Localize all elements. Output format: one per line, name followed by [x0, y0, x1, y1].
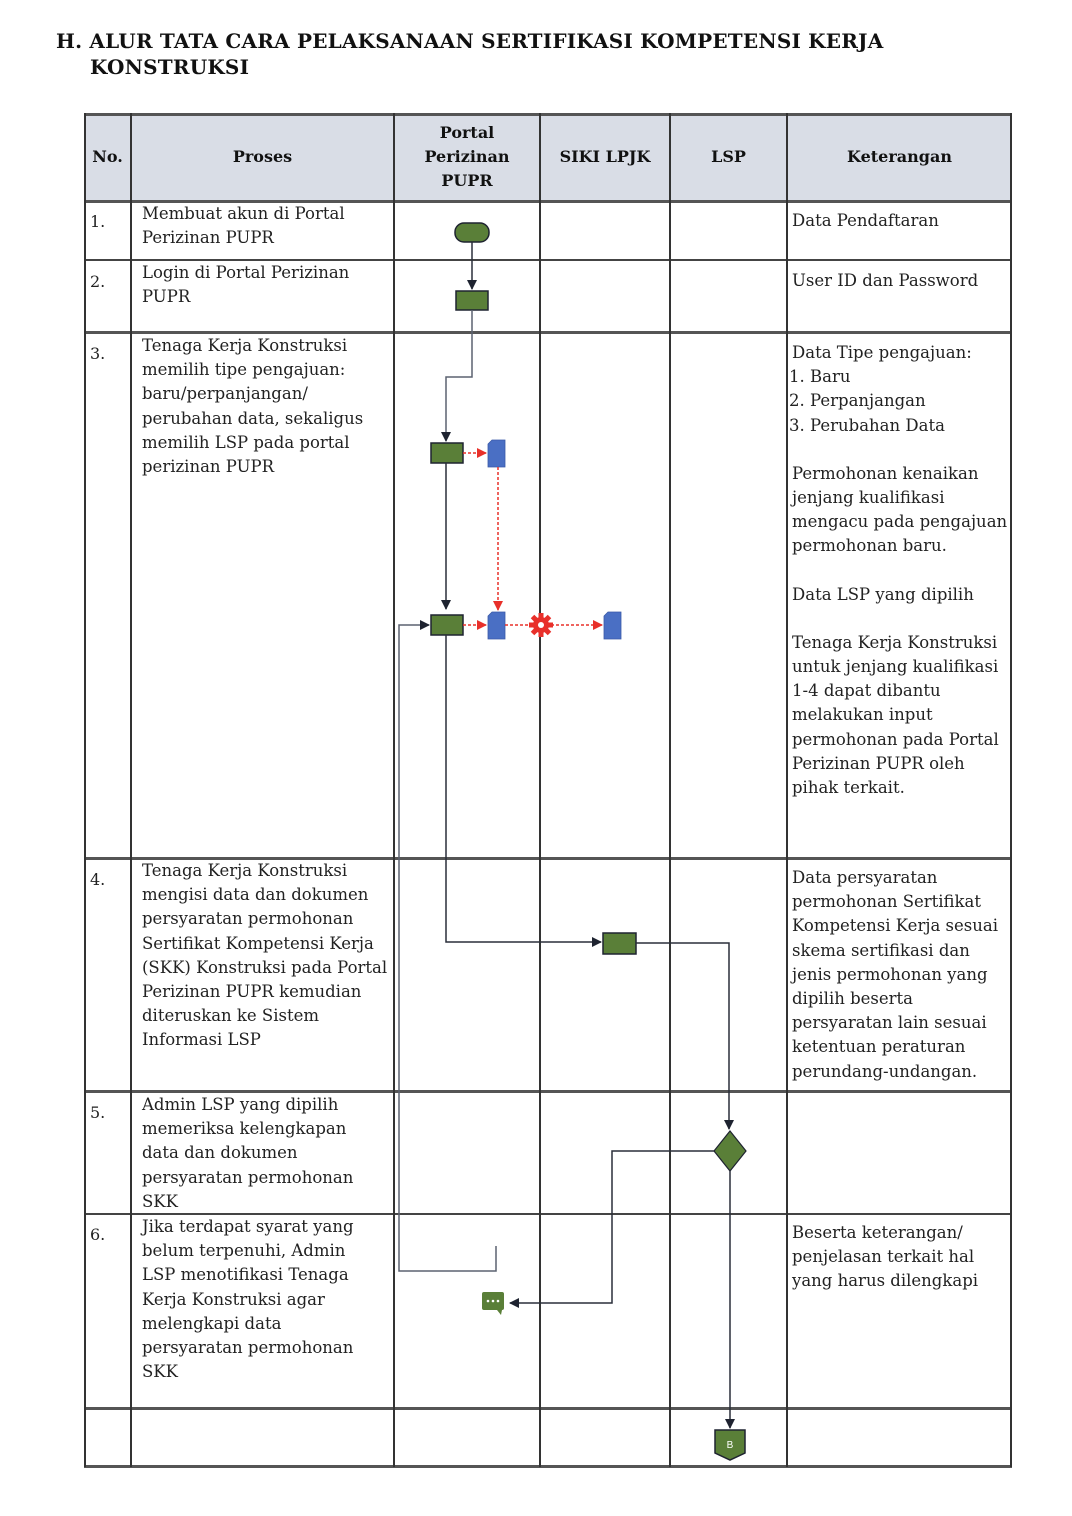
keterangan-paragraph: Data LSP yang dipilih — [792, 584, 974, 604]
loop-back-connector — [399, 625, 496, 1271]
document-icon — [488, 612, 505, 639]
header-lsp: LSP — [711, 147, 746, 166]
keterangan-text: Beserta keterangan/ penjelasan terkait hal yang harus dilengkapi — [792, 1223, 979, 1291]
connector-line — [636, 943, 729, 1129]
choose-type-process-box — [431, 443, 463, 463]
header-portal-perizinan: Portal Perizinan PUPR — [424, 123, 510, 190]
process-text: Login di Portal Perizinan PUPR — [142, 263, 350, 307]
login-process-box — [456, 291, 488, 310]
keterangan-paragraph: Tenaga Kerja Konstruksi untuk jenjang kualifikasi 1-4 dapat dibantu melakukan input permohonan pada Portal Perizinan PUPR oleh pihak terkait. — [792, 632, 999, 798]
section-title — [56, 28, 883, 80]
offpage-connector-b — [715, 1430, 745, 1460]
keterangan-text: Data Pendaftaran — [792, 211, 939, 230]
process-text: Jika terdapat syarat yang belum terpenuhi, Admin LSP menotifikasi Tenaga Kerja Konstruksi agar melengkapi data persyaratan permohonan SKK — [142, 1217, 354, 1382]
process-text: Membuat akun di Portal Perizinan PUPR — [142, 204, 345, 248]
completeness-decision-diamond — [714, 1131, 746, 1171]
row-number: 6. — [90, 1225, 106, 1244]
notification-chat-icon — [482, 1292, 504, 1315]
keterangan-text: Data persyaratan permohonan Sertifikat Kompetensi Kerja sesuai skema sertifikasi dan jenis permohonan yang dipilih beserta persyaratan lain sesuai ketentuan peraturan perundang-undangan. — [792, 868, 998, 1081]
row-number: 2. — [90, 272, 106, 291]
header-siki-lpjk: SIKI LPJK — [559, 147, 651, 166]
connector-line — [446, 635, 601, 942]
choose-lsp-process-box — [431, 615, 463, 635]
keterangan-paragraph: Permohonan kenaikan jenjang kualifikasi mengacu pada pengajuan permohonan baru. — [792, 463, 1008, 556]
keterangan-list-item: 2. Perpanjangan — [810, 389, 1008, 413]
header-proses: Proses — [232, 147, 293, 166]
row-number: 4. — [90, 870, 106, 889]
row-number: 5. — [90, 1103, 106, 1122]
row-number: 1. — [90, 212, 106, 231]
start-terminator — [455, 223, 489, 242]
swimlane-table — [84, 113, 1012, 1467]
keterangan-list-item: 1. Baru — [810, 365, 1008, 389]
gear-icon — [529, 613, 553, 637]
process-text: Tenaga Kerja Konstruksi memilih tipe pengajuan: baru/perpanjangan/ perubahan data, sekaligus memilih LSP pada portal perizinan PUPR — [142, 336, 364, 477]
keterangan-list-item: 3. Perubahan Data — [810, 414, 1008, 438]
decision-no-connector — [510, 1151, 714, 1303]
process-text: Tenaga Kerja Konstruksi mengisi data dan dokumen persyaratan permohonan Sertifikat Kompetensi Kerja (SKK) Konstruksi pada Portal Perizinan PUPR kemudian diteruskan ke Sistem Informasi LSP — [142, 861, 388, 1050]
row-number: 3. — [90, 344, 106, 363]
connector-line — [446, 310, 472, 441]
submit-requirements-process-box — [603, 933, 636, 954]
flowchart — [84, 113, 1012, 1467]
keterangan-intro: Data Tipe pengajuan: — [792, 343, 972, 362]
section-title-line1: H. ALUR TATA CARA PELAKSANAAN SERTIFIKASI KOMPETENSI KERJA — [56, 29, 884, 53]
header-keterangan: Keterangan — [847, 147, 952, 166]
process-text: Admin LSP yang dipilih memeriksa kelengkapan data dan dokumen persyaratan permohonan SKK — [142, 1095, 354, 1211]
keterangan-text: User ID dan Password — [792, 271, 979, 290]
document-icon — [488, 440, 505, 467]
document-icon — [604, 612, 621, 639]
header-no: No. — [92, 147, 123, 166]
connector-label: B — [726, 1440, 734, 1451]
section-title-line2: KONSTRUKSI — [90, 55, 250, 79]
